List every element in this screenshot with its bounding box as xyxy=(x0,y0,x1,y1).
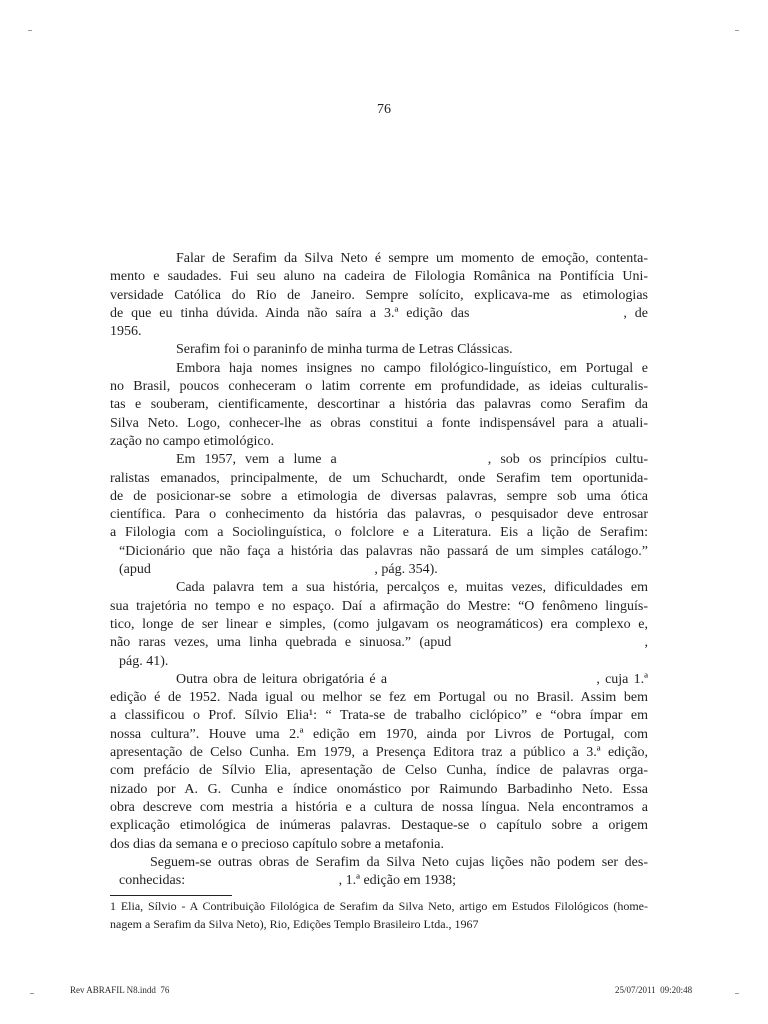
line-text: , sob os princípios cultu- xyxy=(487,452,649,468)
body-line: a Filologia com a Sociolinguística, o folclore e a Literatura. Eis a lição de Serafim: xyxy=(110,525,648,541)
crop-mark xyxy=(735,993,739,994)
body-line: apresentação de Celso Cunha. Em 1979, a Presença Editora traz a público a 3.ª edição, xyxy=(110,745,648,761)
body-line xyxy=(110,671,648,689)
body-line: Seguem-se outras obras de Serafim da Silva Neto cujas lições não podem ser des- xyxy=(150,854,648,870)
body-line: versidade Católica do Rio de Janeiro. Sempre solícito, explicava-me as etimologias xyxy=(110,287,648,303)
body-line xyxy=(110,451,648,469)
omitted-title-space xyxy=(477,316,623,317)
paragraph xyxy=(110,451,648,579)
paragraph xyxy=(110,854,648,891)
line-text: , pág. 354). xyxy=(374,562,438,578)
omitted-title-space xyxy=(346,462,488,463)
line-text: de que eu tinha dúvida. Ainda não saíra a 3.ª edição das xyxy=(110,305,470,321)
line-text: não raras vezes, uma linha quebrada e sinuosa.” (apud xyxy=(110,635,452,651)
body-line: mento e saudades. Fui seu aluno na cadeira de Filologia Românica na Pontifícia Uni- xyxy=(110,269,648,285)
body-line: Embora haja nomes insignes no campo filológico-linguístico, em Portugal e xyxy=(176,360,648,376)
body-line: tico, longe de ser linear e simples, (como julgavam os neogramáticos) era complexo e, xyxy=(110,616,648,632)
footnote-line: nagem a Serafim da Silva Neto), Rio, Edições Templo Brasileiro Ltda., 1967 xyxy=(110,917,479,931)
footer-timestamp: 25/07/2011 09:20:48 xyxy=(615,985,693,995)
body-line: com prefácio de Sílvio Elia, apresentação de Celso Cunha, índice de palavras orga- xyxy=(110,763,648,779)
page-number: 76 xyxy=(377,102,391,117)
body-text xyxy=(110,250,648,890)
crop-mark xyxy=(30,993,34,994)
body-line: pág. 41). xyxy=(119,653,169,669)
body-line: dos dias da semana e o precioso capítulo sobre a metafonia. xyxy=(110,836,444,852)
body-line: 1956. xyxy=(110,324,142,340)
crop-mark xyxy=(28,30,32,31)
body-line: a classificou o Prof. Sílvio Elia¹: “ Trata-se de trabalho ciclópico” e “obra ímpar em xyxy=(110,708,648,724)
body-line: Cada palavra tem a sua história, percalços e, muitas vezes, dificuldades em xyxy=(176,580,648,596)
body-line: ralistas emanados, principalmente, de um Schuchardt, onde Serafim tem oportunida- xyxy=(110,470,648,486)
footer-filename: Rev ABRAFIL N8.indd 76 xyxy=(70,985,170,995)
omitted-title-space xyxy=(189,883,339,884)
body-line: obra descreve com mestria a história e a cultura de nossa língua. Nela encontramos a xyxy=(110,799,648,815)
body-line: sua trajetória no tempo e no espaço. Daí a afirmação do Mestre: “O fenômeno linguís- xyxy=(110,598,648,614)
body-line xyxy=(110,634,648,652)
body-line: zação no campo etimológico. xyxy=(110,433,275,449)
body-line xyxy=(110,305,648,323)
line-text: Em 1957, vem a lume a xyxy=(176,452,337,468)
footnote xyxy=(110,897,648,933)
paragraph xyxy=(110,360,648,451)
body-line: científica. Para o conhecimento da história das palavras, o pesquisador deve entrosar xyxy=(110,507,648,523)
paragraph xyxy=(110,341,648,359)
body-line: Serafim foi o paraninfo de minha turma de Letras Clássicas. xyxy=(176,342,513,358)
paragraph xyxy=(110,579,648,670)
omitted-title-space xyxy=(460,645,645,646)
body-line: edição é de 1952. Nada igual ou melhor se fez em Portugal ou no Brasil. Assim bem xyxy=(110,690,648,706)
line-text: , de xyxy=(623,305,648,321)
body-line: de de posicionar-se sobre a etimologia de diversas palavras, sempre sob uma ótica xyxy=(110,488,648,504)
line-text: , xyxy=(644,635,649,651)
omitted-title-space xyxy=(154,572,374,573)
footnote-rule xyxy=(110,895,232,896)
line-text: , cuja 1.ª xyxy=(596,671,649,687)
crop-mark xyxy=(735,30,739,31)
line-text: (apud xyxy=(119,562,151,578)
body-line: “Dicionário que não faça a história das palavras não passará de um simples catálogo.” xyxy=(119,543,648,559)
body-line: nossa cultura”. Houve uma 2.ª edição em 1970, ainda por Livros de Portugal, com xyxy=(110,726,648,742)
omitted-title-space xyxy=(392,682,596,683)
paragraph xyxy=(110,250,648,341)
body-line: nizado por A. G. Cunha e índice onomástico por Raimundo Barbadinho Neto. Essa xyxy=(110,781,648,797)
body-line: Silva Neto. Logo, conhecer-lhe as obras constitui a fonte indispensável para a atuali- xyxy=(110,415,648,431)
body-line: no Brasil, poucos conheceram o latim corrente em profundidade, as ideias culturalis- xyxy=(110,379,648,395)
line-text: conhecidas: xyxy=(119,873,186,889)
body-line: explicação etimológica de inúmeras palavras. Destaque-se o capítulo sobre a origem xyxy=(110,818,648,834)
body-line: tas e souberam, cientificamente, descortinar a história das palavras como Serafim da xyxy=(110,397,648,413)
paragraph xyxy=(110,671,648,854)
line-text: Outra obra de leitura obrigatória é a xyxy=(176,671,388,687)
line-text: , 1.ª edição em 1938; xyxy=(338,873,456,889)
body-line xyxy=(110,872,648,890)
footnote-line: 1 Elia, Sílvio - A Contribuição Filológica de Serafim da Silva Neto, artigo em Estudos Filológicos (home- xyxy=(110,899,648,913)
body-line: Falar de Serafim da Silva Neto é sempre um momento de emoção, contenta- xyxy=(176,251,648,266)
body-line xyxy=(110,561,648,579)
